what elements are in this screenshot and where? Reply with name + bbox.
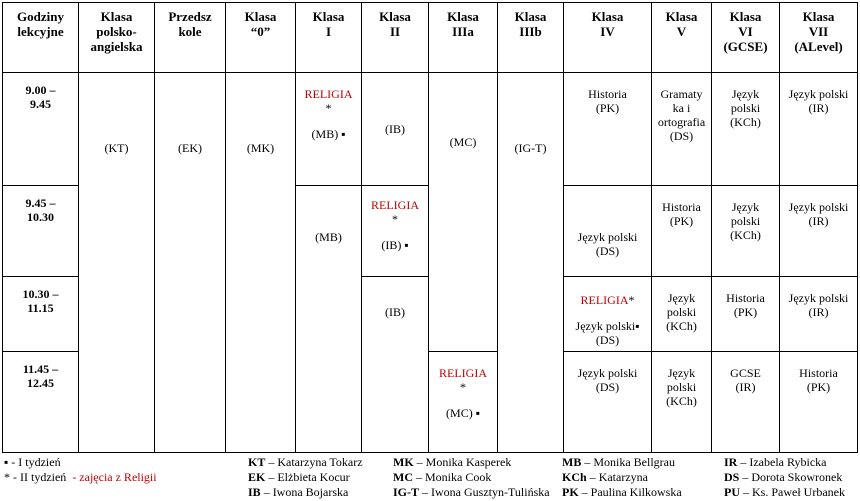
header-przedszkole: Przedsz kole: [155, 3, 226, 73]
cell-klasa-vii-r2: Język polski (IR): [780, 186, 858, 277]
cell-klasa-vii-r3: Język polski (IR): [780, 277, 858, 352]
cell-klasa-vi-r3: Historia (PK): [712, 277, 780, 352]
cell-klasa-iiia-r4: [429, 352, 498, 453]
cell-przedszkole: (EK): [155, 73, 226, 453]
legend-teachers-col2: MK – Monika Kasperek MC – Monika Cook IG-T – Iwona Gusztyn-Tulińska: [393, 455, 550, 499]
header-klasa-v: Klasa V: [652, 3, 712, 73]
time-slot-4: 11.45 – 12.45: [3, 352, 79, 453]
cell-klasa-vii-r1: Język polski (IR): [780, 73, 858, 186]
teacher-code: (MB) ▪: [311, 127, 346, 141]
religia-label: RELIGIA: [371, 198, 419, 212]
legend-teachers-col1: KT – Katarzyna Tokarz EK – Elżbieta Kocur IB – Iwona Bojarska: [248, 455, 363, 499]
header-godziny: Godziny lekcyjne: [3, 3, 79, 73]
cell-klasa-ii-r3: (IB): [362, 277, 429, 453]
cell-klasa-i-r1: [296, 73, 362, 186]
cell-klasa-iv-r1: Historia (PK): [564, 73, 652, 186]
legend-weeks: [4, 455, 157, 485]
header-klasa-i: Klasa I: [296, 3, 362, 73]
table-row: [3, 73, 858, 186]
cell-klasa-vi-r4: GCSE (IR): [712, 352, 780, 453]
religia-label: RELIGIA: [439, 366, 487, 380]
cell-klasa-ii-r1: (IB): [362, 73, 429, 186]
header-klasa-iiib: Klasa IIIb: [498, 3, 564, 73]
teacher-code: (IB) ▪: [381, 238, 409, 252]
cell-klasa-iv-r2: Język polski (DS): [564, 186, 652, 277]
header-klasa-0: Klasa “0”: [226, 3, 296, 73]
cell-polsko-angielska: (KT): [79, 73, 155, 453]
cell-klasa-iv-r4: Język polski (DS): [564, 352, 652, 453]
week2-marker: *: [325, 101, 332, 115]
week2-marker: *: [460, 380, 466, 394]
cell-klasa-v-r3: Język polski (KCh): [652, 277, 712, 352]
header-klasa-iiia: Klasa IIIa: [429, 3, 498, 73]
legend-teachers-col4: IR – Izabela Rybicka DS – Dorota Skowronek PU – Ks. Paweł Urbanek: [724, 455, 845, 499]
header-klasa-vi: Klasa VI (GCSE): [712, 3, 780, 73]
cell-klasa-iiia-r1: (MC): [429, 73, 498, 352]
cell-klasa-i-r2: (MB): [296, 186, 362, 453]
time-slot-2: 9.45 – 10.30: [3, 186, 79, 277]
cell-klasa-iiib: (IG-T): [498, 73, 564, 453]
header-klasa-vii: Klasa VII (ALevel): [780, 3, 858, 73]
cell-klasa-vi-r1: Język polski (KCh): [712, 73, 780, 186]
week2-marker: *: [392, 212, 398, 226]
cell-klasa-iv-r3: RELIGIA* Język polski▪ (DS): [564, 277, 652, 352]
religia-label: RELIGIA: [304, 87, 353, 101]
teacher-code: (MC) ▪: [446, 406, 480, 420]
cell-klasa-v-r1: Gramaty ka i ortografia (DS): [652, 73, 712, 186]
week2-marker: *: [628, 293, 635, 307]
legend-religion-note: - zajęcia z Religii: [72, 470, 157, 484]
time-slot-1: 9.00 – 9.45: [3, 73, 79, 186]
cell-klasa-vi-r2: Język polski (KCh): [712, 186, 780, 277]
legend-week1: ▪ - I tydzień: [4, 455, 61, 469]
cell-klasa-v-r4: Język polski (KCh): [652, 352, 712, 453]
legend-week2: * - II tydzień: [4, 470, 67, 484]
cell-klasa-v-r2: Historia (PK): [652, 186, 712, 277]
time-slot-3: 10.30 – 11.15: [3, 277, 79, 352]
religia-label: RELIGIA: [580, 293, 629, 307]
cell-klasa-ii-r2: [362, 186, 429, 277]
header-klasa-iv: Klasa IV: [564, 3, 652, 73]
header-klasa-ii: Klasa II: [362, 3, 429, 73]
legend-teachers-col3: MB – Monika Bellgrau KCh – Katarzyna PK – Paulina Kilkowska: [562, 455, 682, 499]
legend: [0, 455, 860, 501]
header-klasa-polsko-angielska: Klasa polsko- angielska: [79, 3, 155, 73]
timetable: [2, 2, 858, 453]
cell-klasa-vii-r4: Historia (PK): [780, 352, 858, 453]
cell-klasa-0: (MK): [226, 73, 296, 453]
header-row: [3, 3, 858, 73]
